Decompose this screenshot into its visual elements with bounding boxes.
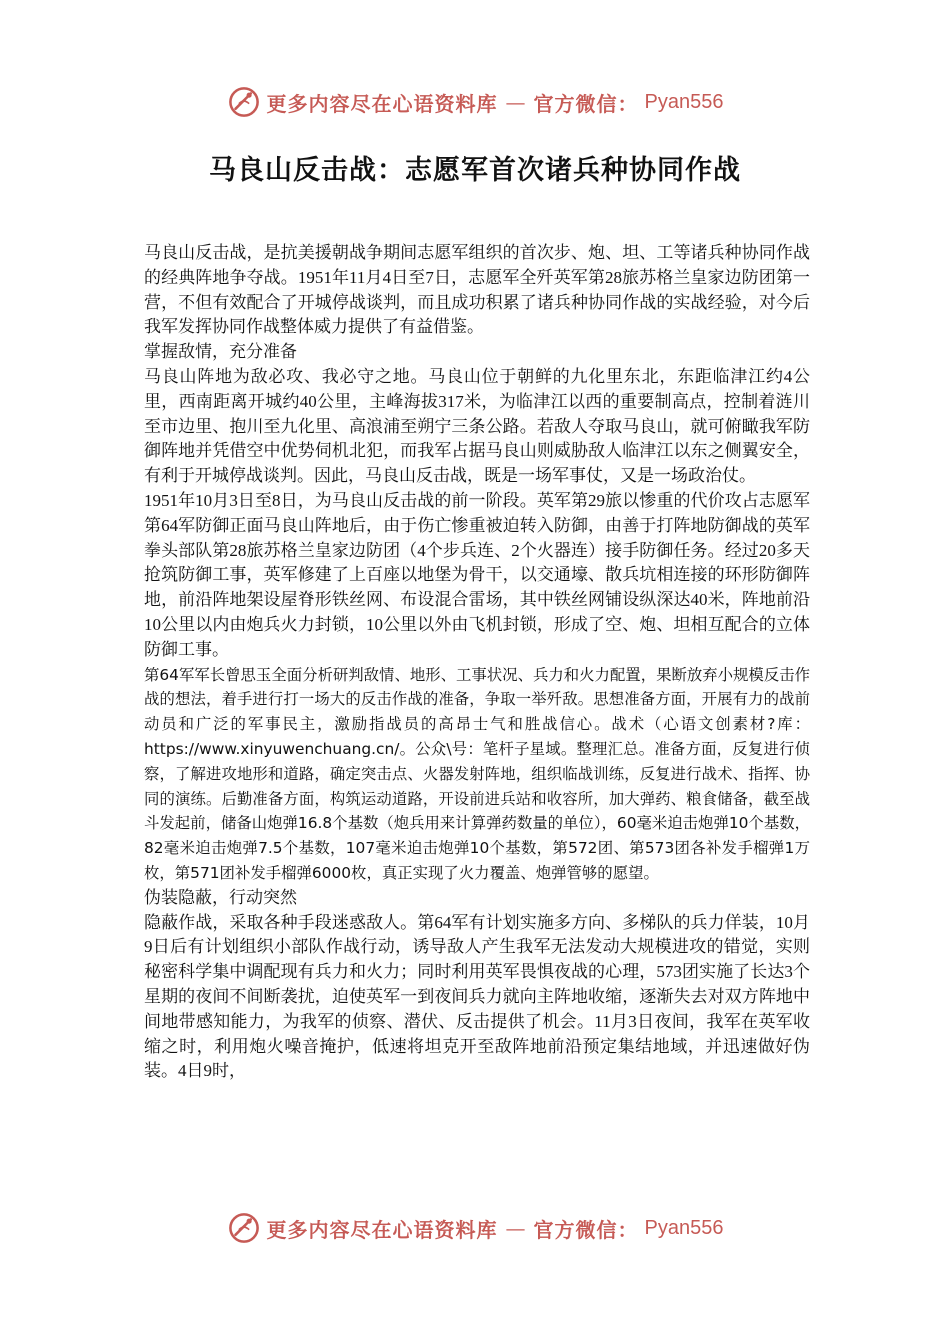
banner-separator: — bbox=[505, 1216, 526, 1240]
banner-text: 更多内容尽在心语资料库 bbox=[266, 1217, 498, 1242]
paragraph-background: 1951年10月3日至8日，为马良山反击战的前一阶段。英军第29旅以惨重的代价攻占志愿军第64军防御正面马良山阵地后，由于伤亡惨重被迫转入防御，由善于打阵地防御战的英军拳头部队第28旅苏格兰皇家边防团（4个步兵连、2个火器连）接手防御任务。经过20多天抢筑防御工事，英军修建了上百座以地堡为骨干，以交通壕、散兵坑相连接的环形防御阵地，前沿阵地架设屋脊形铁丝网、布设混合雷场，其中铁丝网铺设纵深达40米，阵地前沿10公里以内由炮兵火力封锁，10公里以外由飞机封锁，形成了空、炮、坦相互配合的立体防御工事。 bbox=[144, 490, 810, 659]
article-body bbox=[144, 241, 810, 1084]
section-heading-1: 掌握敌情，充分准备 bbox=[144, 342, 297, 362]
section-heading-2: 伪装隐蔽，行动突然 bbox=[144, 887, 297, 907]
paragraph-terrain: 马良山阵地为敌必攻、我必守之地。马良山位于朝鲜的九化里东北，东距临津江约4公里，西南距离开城约40公里，主峰海拔317米，为临津江以西的重要制高点，控制着涟川至市边里、抱川至九化里、高浪浦至朔宁三条公路。若敌人夺取马良山，就可俯瞰我军防御阵地并凭借空中优势伺机北犯，而我军占据马良山则威胁敌人临津江以东之侧翼安全，有利于开城停战谈判。因此，马良山反击战，既是一场军事仗，又是一场政治仗。 bbox=[144, 366, 810, 486]
library-logo-icon bbox=[227, 85, 261, 119]
library-logo-icon bbox=[227, 1211, 261, 1245]
watermark-banner-bottom bbox=[0, 1208, 950, 1248]
banner-text: 更多内容尽在心语资料库 bbox=[266, 91, 498, 116]
banner-wechat-id: Pyan556 bbox=[644, 90, 724, 113]
watermark-banner-top bbox=[0, 82, 950, 122]
paragraph-concealment: 隐蔽作战，采取各种手段迷惑敌人。第64军有计划实施多方向、多梯队的兵力佯装，10月9日后有计划组织小部队作战行动，诱导敌人产生我军无法发动大规模进攻的错觉，实则秘密科学集中调配现有兵力和火力；同时利用英军畏惧夜战的心理，573团实施了长达3个星期的夜间不间断袭扰，迫使英军一到夜间兵力就向主阵地收缩，逐渐失去对双方阵地中间地带感知能力，为我军的侦察、潜伏、反击提供了机会。11月3日夜间，我军在英军收缩之时，利用炮火噪音掩护，低速将坦克开至敌阵地前沿预定集结地域，并迅速做好伪装。4日9时， bbox=[144, 912, 810, 1081]
banner-label: 官方微信： bbox=[533, 91, 639, 116]
article-title: 马良山反击战：志愿军首次诸兵种协同作战 bbox=[209, 155, 741, 186]
banner-label: 官方微信： bbox=[533, 1217, 639, 1242]
banner-wechat-id: Pyan556 bbox=[644, 1216, 724, 1239]
paragraph-intro: 马良山反击战，是抗美援朝战争期间志愿军组织的首次步、炮、坦、工等诸兵种协同作战的经典阵地争夺战。1951年11月4日至7日，志愿军全歼英军第28旅苏格兰皇家边防团第一营，不但有效配合了开城停战谈判，而且成功积累了诸兵种协同作战的实战经验，对今后我军发挥协同作战整体威力提供了有益借鉴。 bbox=[144, 243, 810, 337]
paragraph-preparation: 第64军军长曾思玉全面分析研判敌情、地形、工事状况、兵力和火力配置，果断放弃小规模反击作战的想法，着手进行打一场大的反击作战的准备，争取一举歼敌。思想准备方面，开展有力的战前动员和广泛的军事民主，激励指战员的高昂士气和胜战信心。战术（心语文创素材?库：https://www.xinyuwenchuang.cn/。公众\号：笔杆子星域。整理汇总。准备方面，反复进行侦察，了解进攻地形和道路，确定突击点、火器发射阵地，组织临战训练，反复进行战术、指挥、协同的演练。后勤准备方面，构筑运动道路，开设前进兵站和收容所，加大弹药、粮食储备，截至战斗发起前，储备山炮弹16.8个基数（炮兵用来计算弹药数量的单位），60毫米迫击炮弹10个基数，82毫米迫击炮弹7.5个基数，107毫米迫击炮弹10个基数，第572团、第573团各补发手榴弹1万枚，第571团补发手榴弹6000枚，真正实现了火力覆盖、炮弹管够的愿望。 bbox=[144, 665, 810, 882]
banner-separator: — bbox=[505, 90, 526, 114]
